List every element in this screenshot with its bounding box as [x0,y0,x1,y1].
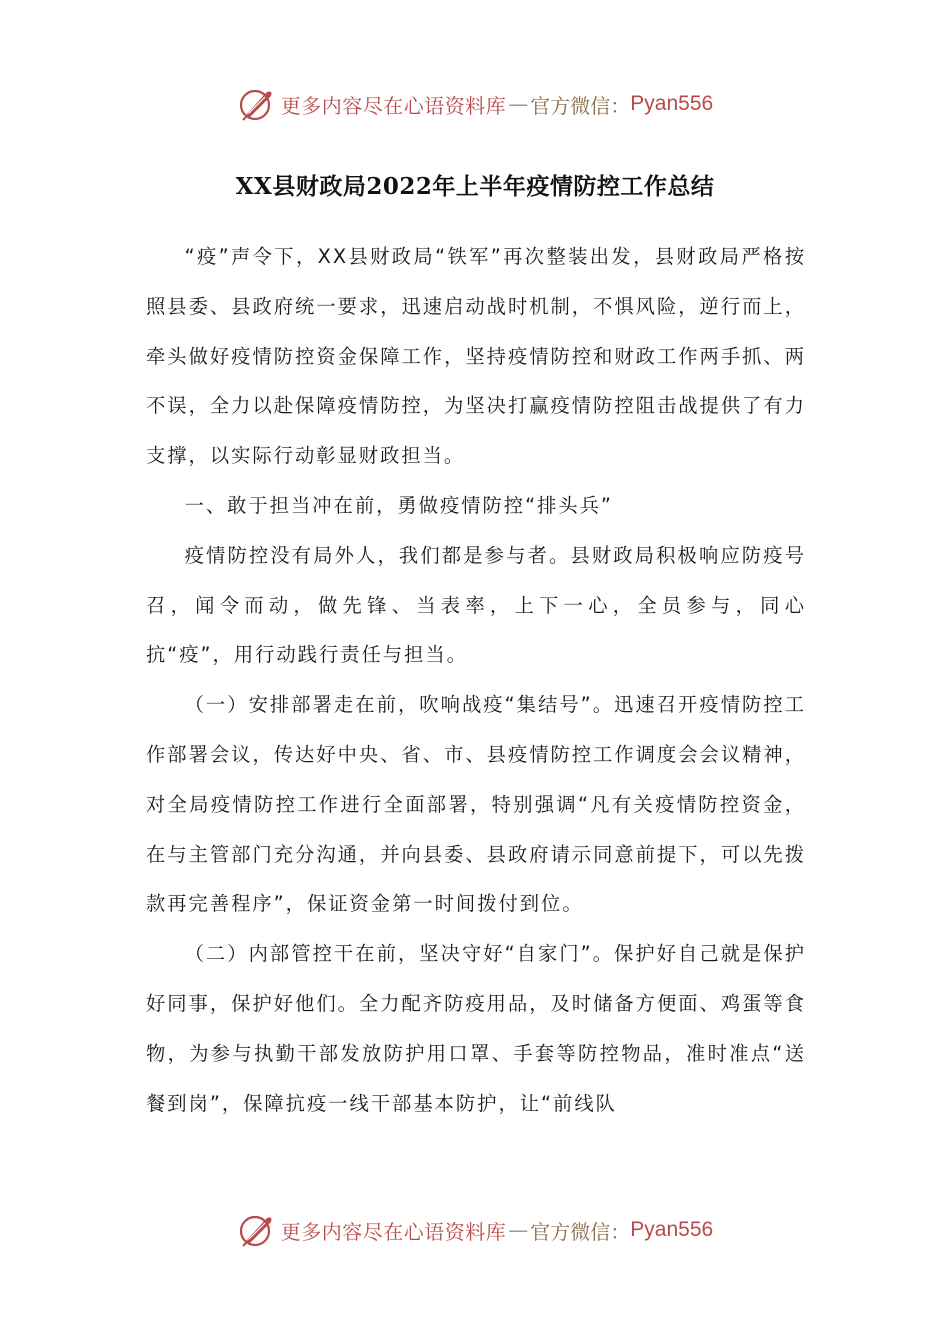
watermark-id: Pyan556 [630,92,714,115]
paragraph-intro: “疫”声令下，XX县财政局“铁军”再次整装出发，县财政局严格按照县委、县政府统一要求，迅速启动战时机制，不惧风险，逆行而上，牵头做好疫情防控资金保障工作，坚持疫情防控和财政工作两手抓、两不误，全力以赴保障疫情防控，为坚决打赢疫情防控阻击战提供了有力支撑，以实际行动彰显财政担当。 [146,245,806,468]
watermark-separator: — [508,92,529,116]
paragraph-subsection-2: （二）内部管控干在前，坚决守好“自家门”。保护好自己就是保护好同事，保护好他们。全力配齐防疫用品，及时储备方便面、鸡蛋等食物，为参与执勤干部发放防护用口罩、手套等防控物品，准时准点“送餐到岗”，保障抗疫一线干部基本防护，让“前线队 [146,942,806,1115]
watermark-brand: 官方微信： [530,1219,631,1244]
document-body [146,232,806,1128]
watermark-text: 更多内容尽在心语资料库 [280,1219,507,1244]
paragraph-subsection-1: （一）安排部署走在前，吹响战疫“集结号”。迅速召开疫情防控工作部署会议，传达好中央、省、市、县疫情防控工作调度会会议精神，对全局疫情防控工作进行全面部署，特别强调“凡有关疫情防控资金，在与主管部门充分沟通，并向县委、县政府请示同意前提下，可以先拨款再完善程序”，保证资金第一时间拨付到位。 [146,693,806,916]
quill-pen-logo-icon [237,84,277,124]
watermark-text: 更多内容尽在心语资料库 [280,93,507,118]
footer-watermark [0,1208,950,1252]
watermark-id: Pyan556 [630,1218,714,1241]
header-watermark [0,82,950,126]
section-heading-1: 一、敢于担当冲在前，勇做疫情防控“排头兵” [184,493,613,517]
document-title: XX县财政局2022年上半年疫情防控工作总结 [235,173,715,200]
watermark-brand: 官方微信： [530,93,631,118]
watermark-separator: — [508,1218,529,1242]
quill-pen-logo-icon [237,1210,277,1250]
paragraph-section-1: 疫情防控没有局外人，我们都是参与者。县财政局积极响应防疫号召，闻令而动，做先锋、当表率，上下一心，全员参与，同心抗“疫”，用行动践行责任与担当。 [146,543,806,667]
